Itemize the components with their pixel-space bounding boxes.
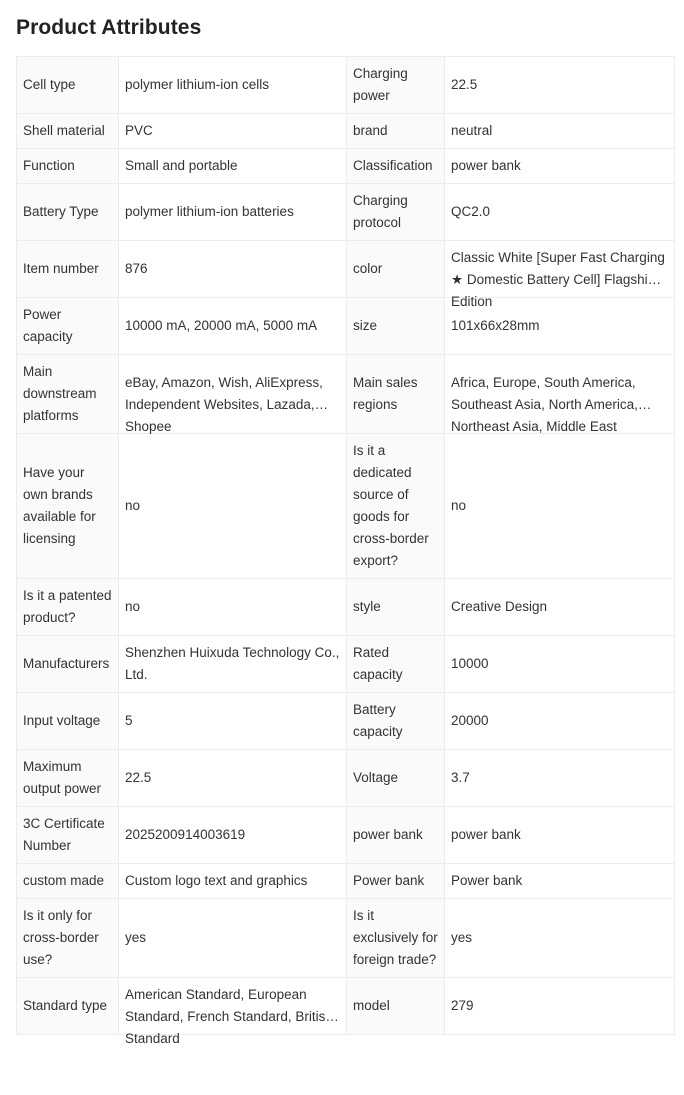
attribute-value-cell — [119, 899, 347, 978]
attribute-value-cell — [119, 864, 347, 899]
table-row — [17, 899, 675, 978]
attribute-value: power bank — [451, 158, 521, 173]
attribute-value: Africa, Europe, South America, Southeast Asia, North America, Northeast Asia, Middle East — [451, 375, 638, 434]
attribute-value: 876 — [125, 261, 148, 276]
attribute-value: 10000 — [451, 656, 489, 671]
table-row — [17, 298, 675, 355]
attribute-name-cell — [17, 355, 119, 434]
attribute-value: yes — [451, 930, 473, 945]
attribute-name-cell — [347, 241, 445, 298]
attribute-name-cell — [347, 184, 445, 241]
attribute-name-cell — [347, 807, 445, 864]
attribute-name: Battery capacity — [353, 702, 403, 739]
attribute-name: Battery Type — [23, 204, 99, 219]
attribute-value-cell — [445, 184, 675, 241]
attribute-name-cell — [17, 750, 119, 807]
attribute-value: QC2.0 — [451, 204, 491, 219]
attribute-value-cell — [119, 807, 347, 864]
attribute-value-cell — [119, 57, 347, 114]
attribute-value-cell — [119, 298, 347, 355]
attribute-value: Shenzhen Huixuda Technology Co., Ltd. — [125, 645, 340, 682]
attribute-value: eBay, Amazon, Wish, AliExpress, Independent Websites, Lazada, Shopee — [125, 375, 323, 434]
attribute-value-cell — [445, 636, 675, 693]
attribute-name-cell — [347, 636, 445, 693]
attribute-name: model — [353, 998, 390, 1013]
attribute-name: Standard type — [23, 998, 108, 1013]
attribute-name-cell — [347, 57, 445, 114]
attribute-name: Function — [23, 158, 75, 173]
table-row — [17, 864, 675, 899]
attribute-name: Have your own brands available for licensing — [23, 465, 96, 546]
section-title: Product Attributes — [16, 16, 202, 39]
attribute-value: 20000 — [451, 713, 489, 728]
attribute-value: Small and portable — [125, 158, 238, 173]
table-row — [17, 636, 675, 693]
attribute-value-cell — [445, 149, 675, 184]
attribute-name: style — [353, 599, 381, 614]
attribute-value: American Standard, European Standard, French Standard, British Standard — [125, 987, 333, 1046]
attribute-name-cell — [17, 579, 119, 636]
table-row — [17, 693, 675, 750]
attribute-name: Main downstream platforms — [23, 364, 97, 423]
attribute-value-cell — [445, 899, 675, 978]
attribute-name-cell — [347, 434, 445, 579]
attribute-name: Main sales regions — [353, 375, 418, 412]
attribute-value: no — [451, 498, 467, 513]
attribute-name-cell — [17, 298, 119, 355]
attribute-value-cell — [445, 57, 675, 114]
attribute-name: Classification — [353, 158, 433, 173]
attribute-name-cell — [17, 864, 119, 899]
attribute-value: no — [125, 498, 141, 513]
attribute-value-cell — [445, 807, 675, 864]
attribute-value: neutral — [451, 123, 493, 138]
attribute-name: size — [353, 318, 378, 333]
attribute-value-cell — [119, 978, 347, 1046]
attribute-name: Charging power — [353, 66, 408, 103]
attribute-name: Maximum output power — [23, 759, 102, 796]
table-row — [17, 750, 675, 807]
attribute-name-cell — [347, 978, 445, 1035]
attribute-value-cell — [445, 355, 675, 434]
attribute-value-cell — [445, 864, 675, 899]
attribute-value-cell — [445, 114, 675, 149]
attribute-name-cell — [347, 355, 445, 434]
attribute-name: Rated capacity — [353, 645, 403, 682]
attribute-value: 279 — [451, 998, 474, 1013]
attribute-value: Power bank — [451, 873, 523, 888]
attribute-name-cell — [347, 750, 445, 807]
table-row — [17, 355, 675, 434]
attribute-name-cell — [347, 693, 445, 750]
attribute-name: Power capacity — [23, 307, 73, 344]
attribute-name-cell — [17, 693, 119, 750]
attribute-name-cell — [17, 184, 119, 241]
attribute-name: Is it a dedicated source of goods for cross-border export? — [353, 443, 429, 568]
attribute-name: Is it exclusively for foreign trade? — [353, 908, 438, 967]
attribute-value-cell — [119, 149, 347, 184]
attribute-value-cell — [119, 579, 347, 636]
attribute-value-cell — [119, 355, 347, 434]
attribute-name-cell — [17, 114, 119, 149]
table-row — [17, 57, 675, 114]
attributes-table — [16, 56, 675, 1046]
attribute-name: Is it a patented product? — [23, 588, 112, 625]
table-row — [17, 807, 675, 864]
attribute-value: no — [125, 599, 141, 614]
attribute-value: yes — [125, 930, 147, 945]
attribute-name: Shell material — [23, 123, 105, 138]
attribute-value-cell — [445, 434, 675, 579]
attribute-name: color — [353, 261, 383, 276]
table-row — [17, 579, 675, 636]
table-row — [17, 241, 675, 298]
attribute-name: power bank — [353, 827, 423, 842]
attribute-name-cell — [17, 899, 119, 978]
attribute-name-cell — [347, 864, 445, 899]
attribute-name-cell — [17, 807, 119, 864]
attribute-name: brand — [353, 123, 388, 138]
attribute-name-cell — [347, 899, 445, 978]
attribute-name-cell — [347, 298, 445, 355]
attribute-value-cell — [119, 434, 347, 579]
attribute-name-cell — [17, 57, 119, 114]
attribute-value-cell — [445, 978, 675, 1035]
table-row — [17, 434, 675, 579]
attribute-name-cell — [17, 241, 119, 298]
attribute-name: custom made — [23, 873, 105, 888]
attribute-value: 10000 mA, 20000 mA, 5000 mA — [125, 318, 318, 333]
attribute-name-cell — [347, 579, 445, 636]
attribute-value: 22.5 — [125, 770, 152, 785]
attribute-value-cell — [445, 750, 675, 807]
table-row — [17, 184, 675, 241]
attribute-name-cell — [347, 149, 445, 184]
table-row — [17, 149, 675, 184]
attribute-value-cell — [119, 750, 347, 807]
attribute-value: polymer lithium-ion batteries — [125, 204, 294, 219]
attribute-name: Manufacturers — [23, 656, 110, 671]
attribute-value-cell — [119, 241, 347, 298]
attribute-value-cell — [445, 241, 675, 309]
attribute-name: Input voltage — [23, 713, 101, 728]
attribute-name: Is it only for cross-border use? — [23, 908, 99, 967]
attribute-name: Charging protocol — [353, 193, 408, 230]
attribute-value: Classic White [Super Fast Charging ★ Domestic Battery Cell] Flagship Edition — [451, 250, 665, 309]
attribute-value: 3.7 — [451, 770, 470, 785]
attribute-name-cell — [347, 114, 445, 149]
attribute-value-cell — [119, 184, 347, 241]
attributes-table-body — [17, 57, 675, 1046]
attribute-value: 101x66x28mm — [451, 318, 540, 333]
attribute-value: Creative Design — [451, 599, 548, 614]
attribute-value-cell — [119, 693, 347, 750]
attribute-value: 2025200914003619 — [125, 827, 246, 842]
attribute-name-cell — [17, 149, 119, 184]
attribute-value: polymer lithium-ion cells — [125, 77, 270, 92]
attribute-value: Custom logo text and graphics — [125, 873, 308, 888]
attribute-name-cell — [17, 978, 119, 1035]
attribute-value: PVC — [125, 123, 153, 138]
attribute-name: Voltage — [353, 770, 399, 785]
attribute-name-cell — [17, 636, 119, 693]
attribute-value-cell — [445, 579, 675, 636]
attribute-value-cell — [119, 114, 347, 149]
attribute-name: Power bank — [353, 873, 425, 888]
attribute-value: 22.5 — [451, 77, 478, 92]
attribute-value-cell — [445, 693, 675, 750]
attribute-value-cell — [119, 636, 347, 693]
attribute-name: 3C Certificate Number — [23, 816, 105, 853]
attribute-value: 5 — [125, 713, 133, 728]
table-row — [17, 978, 675, 1035]
table-row — [17, 114, 675, 149]
attribute-name: Item number — [23, 261, 99, 276]
attribute-value: power bank — [451, 827, 521, 842]
attribute-name: Cell type — [23, 77, 76, 92]
attribute-name-cell — [17, 434, 119, 579]
